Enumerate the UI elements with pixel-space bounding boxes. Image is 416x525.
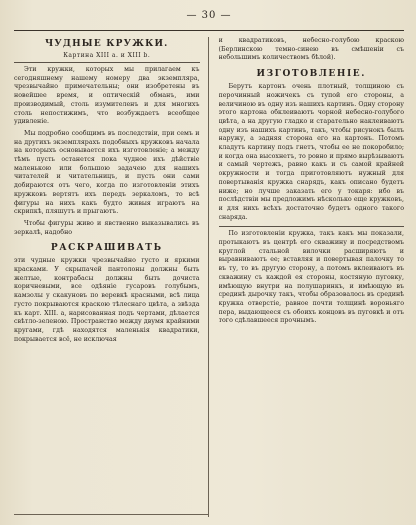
- paragraph-manufacture: Берутъ картонъ очень плотный, толщиною съ перочинный ножичекъ съ тупой его стороны, а величиною въ одну изъ нашихъ картинъ. Одну сторону этого картона обклеиваютъ чорной небесно-голубого цвѣта, а на другую гладко и старательно наклеиваютъ одну изъ нашихъ картинъ, такъ, чтобы рисунокъ былъ наружу, а задняя сторона его на картонъ. Потомъ кладутъ картину подъ гнетъ, чтобы ее не покоробило; и когда она высохнетъ, то ровно и прямо вырѣзываютъ и самый чертежъ, равно какъ и съ самой крайней окружности и тогда приготовляютъ нужный для повертыванія кружка снарядъ, какъ описано будетъ ниже; но лучше заказать его у токаря: ибо въ послѣдствіи мы предложимъ нѣсколько еще кружковъ, и для нихъ всѣхъ достаточно будетъ одного такого снаряда.: [218, 83, 404, 221]
- paragraph-body: Мы подробно сообщимъ въ последствіи, при семъ и на другихъ экземплярахъ подобныхъ кружковъ начала на которыхъ основывается ихъ изготовленіе; а между тѣмъ пусть останется пока чудное ихъ дѣйствіе маленькою или большою задачею для нашихъ читателей и читательницъ, и пусть они сами добираются отъ чего, когда по изготовленіи этихъ кружковъ вертятъ ихъ передъ зеркаломъ, то всѣ фигуры на нихъ какъ будто живыя играютъ на скрипкѣ, пляшутъ и прыгаютъ.: [14, 129, 200, 216]
- paragraph-continued: и квадратиковъ, небесно-голубою краскою (Берлинскою темно-синею въ смѣшеніи съ небольшимъ количествомъ бѣлой).: [218, 37, 404, 62]
- paragraph-assembly: По изготовленіи кружка, такъ какъ мы показали, протыкаютъ въ центрѣ его скважину и посредствомъ круглой стальной вилочки расширяютъ и выравниваютъ ее; вставляя и повертывая палочку то въ ту, то въ другую сторону, а потомъ вклеиваютъ въ скважину съ каждой ея стороны, костяную пуговку, имѣющую внутри на полушаринкъ, и имѣющую въ срединѣ дырочку такъ, чтобы образовалось въ срединѣ кружка отверстіе, равное почти толщинѣ вороньяго пера, выдающееся съ обоихъ концовъ въ пуговкѣ и отъ того сдѣлавшееся прочнымъ.: [218, 230, 404, 325]
- article-subtitle: Картина XIII а. и XIII b.: [63, 52, 151, 59]
- left-bottom-rule: [14, 514, 208, 515]
- page-number: — 30 —: [186, 10, 232, 21]
- paragraph-intro: Эти кружки, которых мы прилагаем къ сегодняшнему нашему номеру два экземпляра, чрезвычайно примечательны; они изобретены въ новейшее время, и оптическій обманъ, ими производимый, столь изумителенъ и для многихъ столь непостижимъ, что возбуждаетъ всеобщее удивленіе.: [14, 66, 200, 126]
- section-divider: [219, 226, 405, 227]
- section-heading-manufacture: ИЗГОТОВЛЕНІЕ.: [256, 69, 367, 80]
- article-title: ЧУДНЫЕ КРУЖКИ.: [44, 39, 169, 49]
- two-column-body: [14, 37, 404, 517]
- header-rule: [14, 30, 404, 31]
- title-divider: [14, 62, 200, 63]
- paragraph-coloring: эти чудные кружки чрезвычайно густо и яркими красками. У скрыпачей пантолоны должны быть желтые, контрабасы должны быть дочиста коричневыми, все одѣяніе гусаровъ голубымъ, камзолы у скакуновъ по веревкѣ красными, всѣ лица густо покрываются краскою тѣлеснаго цвѣта, а звѣзда къ карт. XIII. а, нарисованная подъ чертами, дѣлается свѣтло-зеленою. Пространство между двумя крайними кругами, гдѣ находятся маленькія квадратики, покрывается всё, не исключая: [14, 257, 200, 343]
- left-column: [14, 37, 209, 517]
- section-heading-coloring: РАСКРАШИВАТЬ: [50, 243, 163, 254]
- right-column: [219, 37, 405, 517]
- paragraph-figures: Чтобы фигуры живо и явственно выказывались въ зеркалѣ, надобно: [14, 219, 200, 236]
